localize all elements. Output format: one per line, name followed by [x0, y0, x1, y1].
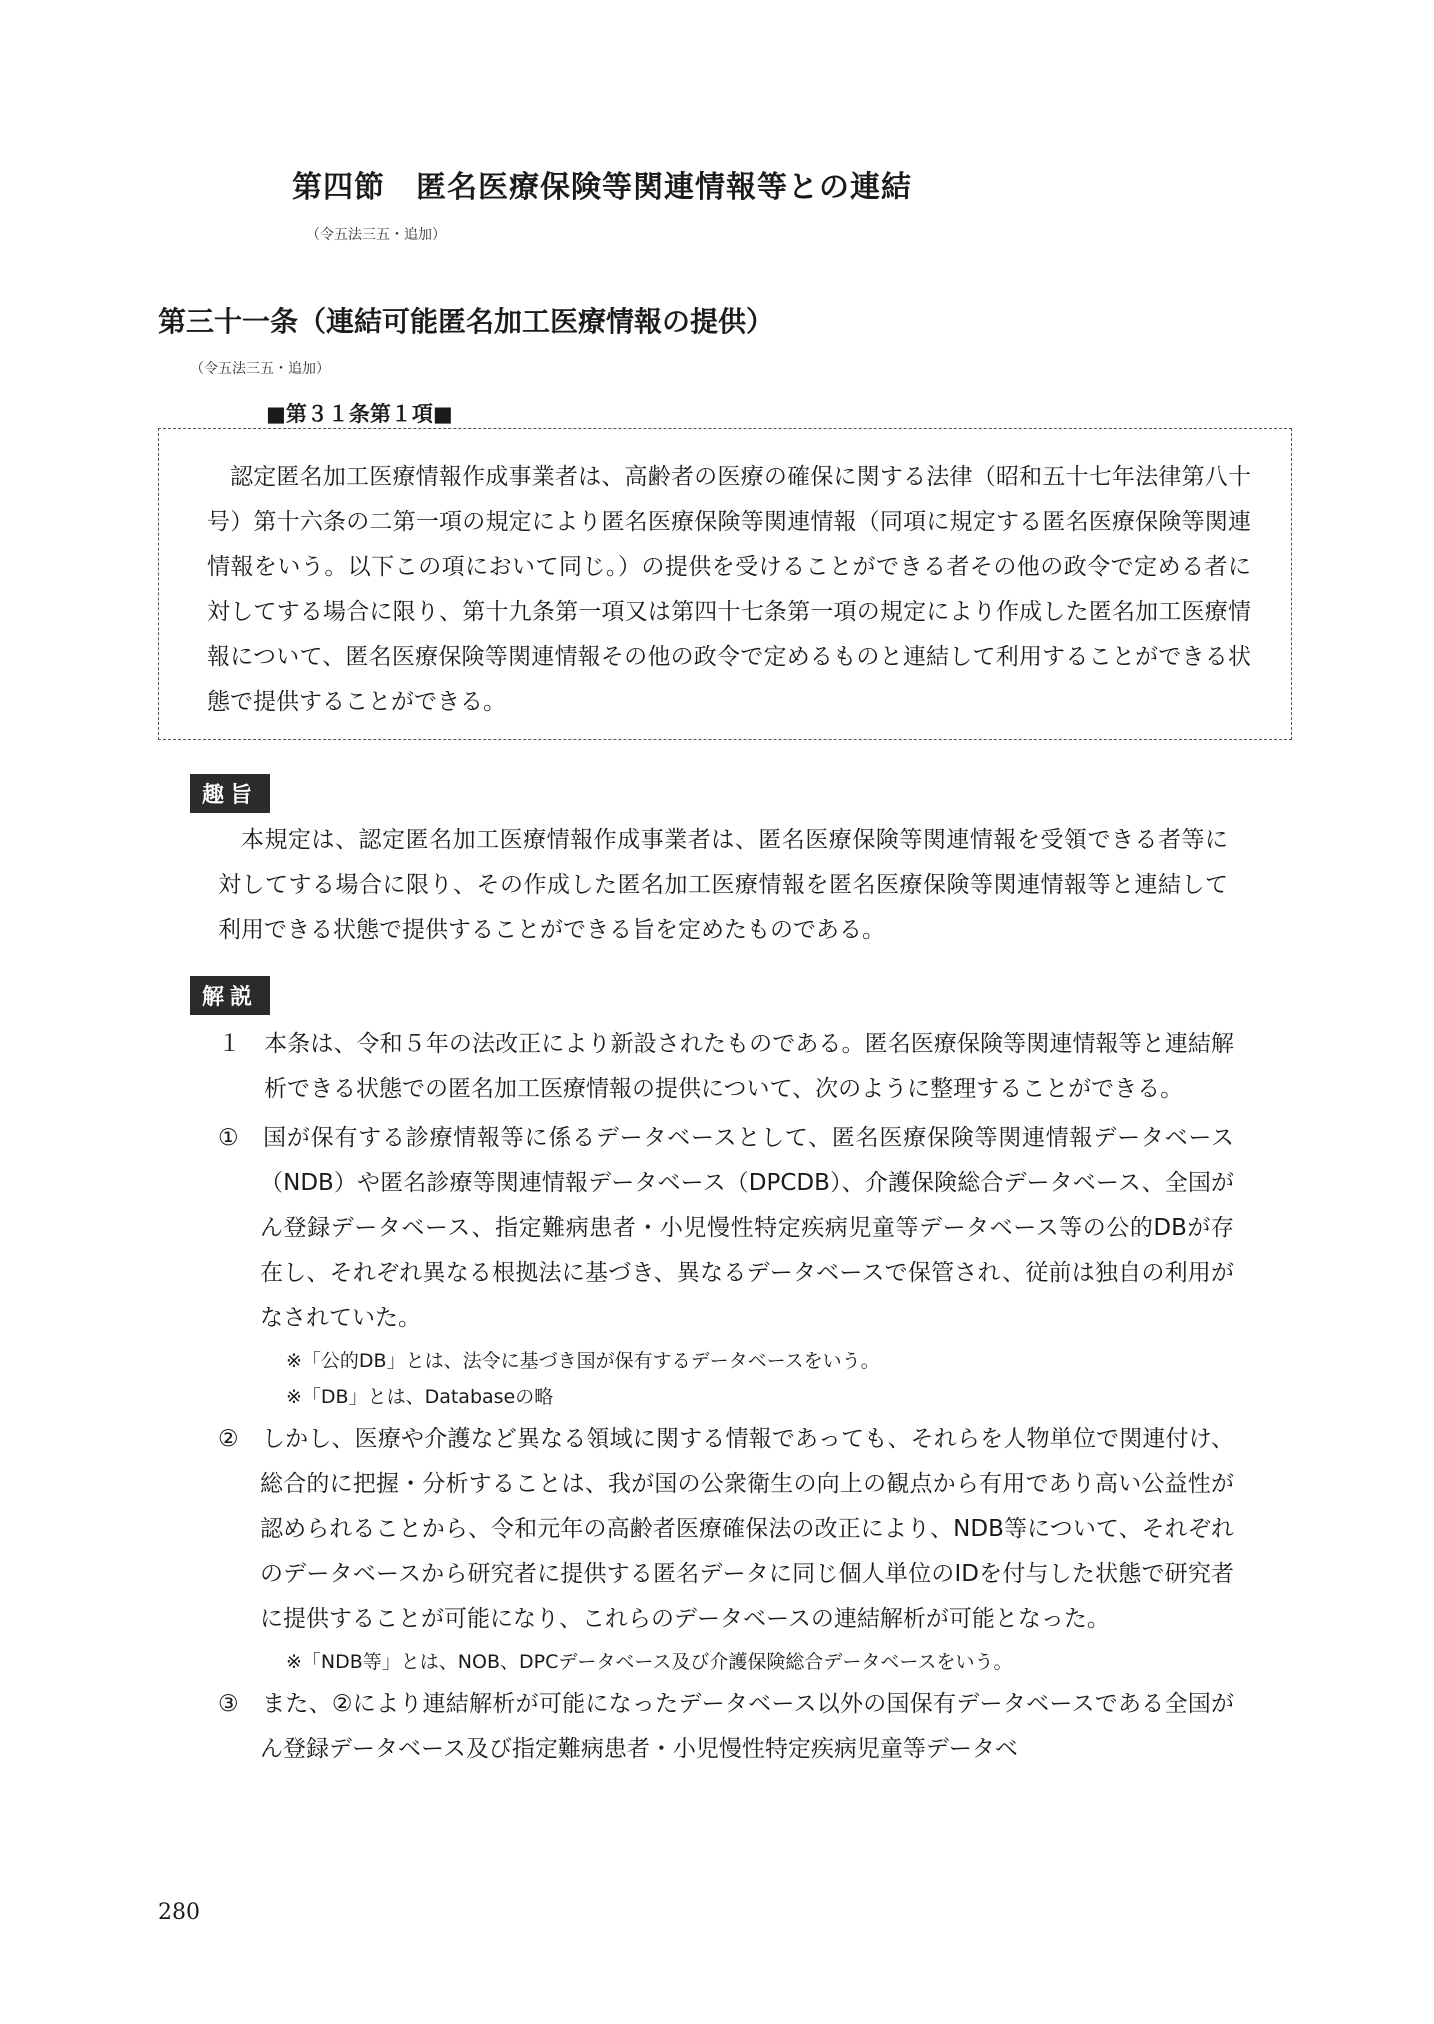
summary-badge: 趣旨: [190, 774, 270, 813]
summary-block: [218, 818, 1228, 953]
article-heading: 第三十一条（連結可能匿名加工医療情報の提供）: [158, 305, 775, 338]
explanation-note-1: ※「公的DB」とは、法令に基づき国が保有するデータベースをいう。: [286, 1350, 880, 1372]
explanation-block: [218, 1022, 1234, 1772]
explanation-badge: 解説: [190, 976, 270, 1015]
article-note: （令五法三五・追加）: [190, 361, 330, 377]
provision-box: [158, 428, 1292, 740]
explanation-item-1: １ 本条は、令和５年の法改正により新設されたものである。匿名医療保険等関連情報等と連結解析できる状態での匿名加工医療情報の提供について、次のように整理することができる。: [218, 1031, 1234, 1102]
page-number: 280: [158, 1900, 200, 1925]
clause-label: ■第３１条第１項■: [266, 402, 453, 426]
provision-text-block: [207, 455, 1251, 725]
explanation-note-3: ※「NDB等」とは、NOB、DPCデータベース及び介護保険総合データベースをいう。: [286, 1651, 1013, 1673]
summary-text: 本規定は、認定匿名加工医療情報作成事業者は、匿名医療保険等関連情報を受領できる者等に対してする場合に限り、その作成した匿名加工医療情報を匿名医療保険等関連情報等と連結して利用できる状態で提供することができる旨を定めたものである。: [218, 827, 1228, 943]
provision-text: 認定匿名加工医療情報作成事業者は、高齢者の医療の確保に関する法律（昭和五十七年法律第八十号）第十六条の二第一項の規定により匿名医療保険等関連情報（同項に規定する匿名医療保険等関連情報をいう。以下この項において同じ。）の提供を受けることができる者その他の政令で定める者に対してする場合に限り、第十九条第一項又は第四十七条第一項の規定により作成した匿名加工医療情報について、匿名医療保険等関連情報その他の政令で定めるものと連結して利用することができる状態で提供することができる。: [207, 464, 1251, 715]
explanation-note-2: ※「DB」とは、Databaseの略: [286, 1386, 554, 1408]
explanation-sub-2: ② しかし、医療や介護など異なる領域に関する情報であっても、それらを人物単位で関連付け、総合的に把握・分析することは、我が国の公衆衛生の向上の観点から有用であり高い公益性が認められることから、令和元年の高齢者医療確保法の改正により、NDB等について、それぞれのデータベースから研究者に提供する匿名データに同じ個人単位のIDを付与した状態で研究者に提供することが可能になり、これらのデータベースの連結解析が可能となった。: [218, 1426, 1235, 1632]
section-heading: 第四節 匿名医療保険等関連情報等との連結: [292, 170, 912, 205]
explanation-sub-1: ① 国が保有する診療情報等に係るデータベースとして、匿名医療保険等関連情報データベース（NDB）や匿名診療等関連情報データベース（DPCDB）、介護保険総合データベース、全国がん登録データベース、指定難病患者・小児慢性特定疾病児童等データベース等の公的DBが存在し、それぞれ異なる根拠法に基づき、異なるデータベースで保管され、従前は独自の利用がなされていた。: [218, 1125, 1234, 1331]
explanation-sub-3: ③ また、②により連結解析が可能になったデータベース以外の国保有データベースである全国がん登録データベース及び指定難病患者・小児慢性特定疾病児童等データベ: [218, 1691, 1234, 1762]
section-note: （令五法三五・追加）: [306, 227, 446, 243]
